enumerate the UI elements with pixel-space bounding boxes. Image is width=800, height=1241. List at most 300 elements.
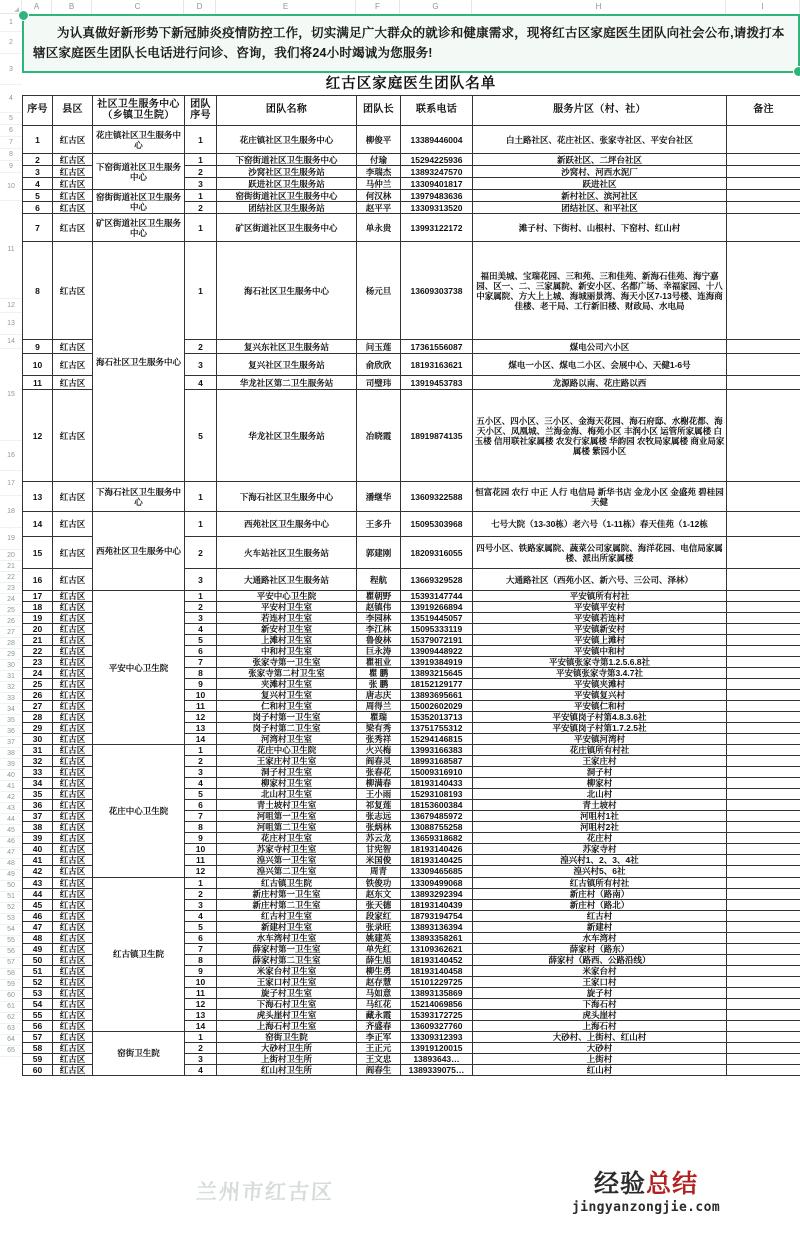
cell-序号[interactable]: 46 [23,910,53,921]
cell-服务片区[interactable]: 平安镇夹滩村 [473,679,727,690]
cell-序号[interactable]: 59 [23,1053,53,1064]
cell-县区[interactable]: 红古区 [53,512,93,537]
table-row[interactable] [23,512,800,537]
cell-备注[interactable] [727,1064,800,1075]
cell-联系电话[interactable]: 15095333119 [401,624,473,635]
cell-团队序号[interactable]: 3 [185,899,217,910]
cell-县区[interactable]: 红古区 [53,202,93,214]
cell-团队名称[interactable]: 虎头崖村卫生室 [217,1009,357,1020]
cell-序号[interactable]: 49 [23,943,53,954]
cell-团队序号[interactable]: 11 [185,987,217,998]
cell-联系电话[interactable]: 15352013713 [401,712,473,723]
row-header-15[interactable]: 15 [0,349,22,441]
cell-服务片区[interactable]: 平安镇复兴村 [473,690,727,701]
row-header-8[interactable]: 8 [0,149,22,161]
cell-团队序号[interactable]: 3 [185,613,217,624]
row-header-42[interactable]: 42 [0,792,22,803]
row-header-32[interactable]: 32 [0,682,22,693]
cell-团队序号[interactable]: 2 [185,1042,217,1053]
cell-县区[interactable]: 红古区 [53,921,93,932]
cell-备注[interactable] [727,657,800,668]
cell-备注[interactable] [727,833,800,844]
cell-备注[interactable] [727,1042,800,1053]
cell-团队名称[interactable]: 火车站社区卫生服务站 [217,537,357,569]
cell-团队名称[interactable]: 旋子村卫生室 [217,987,357,998]
cell-服务片区[interactable]: 平安镇张家寺第3.4.7社 [473,668,727,679]
cell-团队序号[interactable]: 3 [185,354,217,376]
cell-县区[interactable]: 红古区 [53,126,93,154]
row-header-55[interactable]: 55 [0,936,22,947]
cell-联系电话[interactable]: 13893247570 [401,166,473,178]
cell-序号[interactable]: 36 [23,800,53,811]
row-header-20[interactable]: 20 [0,550,22,561]
cell-县区[interactable]: 红古区 [53,987,93,998]
cell-团队长[interactable]: 苏云龙 [357,833,401,844]
cell-备注[interactable] [727,1020,800,1031]
cell-团队名称[interactable]: 岗子村第二卫生室 [217,723,357,734]
table-row[interactable] [23,745,800,756]
cell-团队长[interactable]: 周得兰 [357,701,401,712]
cell-服务片区[interactable]: 新庄村（路南） [473,888,727,899]
cell-团队名称[interactable]: 夹滩村卫生室 [217,679,357,690]
cell-团队序号[interactable]: 1 [185,190,217,202]
cell-团队名称[interactable]: 窑街街道社区卫生服务中心 [217,190,357,202]
cell-联系电话[interactable]: 15002602029 [401,701,473,712]
cell-服务片区[interactable]: 下海石村 [473,998,727,1009]
row-header-16[interactable]: 16 [0,441,22,471]
cell-序号[interactable]: 23 [23,657,53,668]
cell-团队序号[interactable]: 14 [185,734,217,745]
cell-服务片区[interactable]: 福田美城、宝瑞花园、三和苑、三和佳苑、新海石佳苑、海宁嘉园、区一、二、三家属院、新安小区、名都广场、幸福家园、十八中家属院、方大上上城、海城丽景湾、海天小区7-13号楼、连海商佳楼、老干局、工行新旧楼、财政局、水电局 [473,242,727,340]
cell-团队序号[interactable]: 1 [185,214,217,242]
cell-联系电话[interactable]: 13609327760 [401,1020,473,1031]
cell-县区[interactable]: 红古区 [53,844,93,855]
row-header-64[interactable]: 64 [0,1035,22,1046]
cell-备注[interactable] [727,624,800,635]
cell-团队序号[interactable]: 5 [185,390,217,482]
cell-序号[interactable]: 42 [23,866,53,877]
cell-备注[interactable] [727,340,800,354]
cell-团队名称[interactable]: 海石社区卫生服务中心 [217,242,357,340]
cell-团队长[interactable]: 司璧玮 [357,376,401,390]
cell-县区[interactable]: 红古区 [53,591,93,602]
cell-联系电话[interactable]: 13309313520 [401,202,473,214]
cell-县区[interactable]: 红古区 [53,811,93,822]
cell-县区[interactable]: 红古区 [53,166,93,178]
table-row[interactable] [23,154,800,166]
cell-团队长[interactable]: 甘宪智 [357,844,401,855]
cell-备注[interactable] [727,613,800,624]
row-header-13[interactable]: 13 [0,313,22,335]
selection-handle-bottom-right[interactable] [793,66,800,77]
cell-团队名称[interactable]: 矿区街道社区卫生服务中心 [217,214,357,242]
row-header-59[interactable]: 59 [0,980,22,991]
row-header-44[interactable]: 44 [0,814,22,825]
cell-团队名称[interactable]: 若连村卫生室 [217,613,357,624]
cell-团队名称[interactable]: 红山村卫生所 [217,1064,357,1075]
cell-团队长[interactable]: 阎春灵 [357,756,401,767]
cell-备注[interactable] [727,899,800,910]
cell-县区[interactable]: 红古区 [53,701,93,712]
cell-县区[interactable]: 红古区 [53,214,93,242]
cell-团队名称[interactable]: 复兴东社区卫生服务站 [217,340,357,354]
cell-团队长[interactable]: 瞿 鹏 [357,668,401,679]
cell-联系电话[interactable]: 13609322588 [401,482,473,512]
cell-服务片区[interactable]: 红古村 [473,910,727,921]
cell-团队名称[interactable]: 河咀第一卫生室 [217,811,357,822]
cell-团队长[interactable]: 王正元 [357,1042,401,1053]
cell-备注[interactable] [727,679,800,690]
cell-服务片区[interactable]: 平安镇所有村社 [473,591,727,602]
cell-团队序号[interactable]: 4 [185,778,217,789]
table-row[interactable] [23,190,800,202]
cell-县区[interactable]: 红古区 [53,242,93,340]
cell-服务片区[interactable]: 花庄镇所有村社 [473,745,727,756]
cell-备注[interactable] [727,888,800,899]
cell-联系电话[interactable]: 13993122172 [401,214,473,242]
table-row[interactable] [23,214,800,242]
cell-备注[interactable] [727,701,800,712]
table-row[interactable] [23,1031,800,1042]
cell-团队长[interactable]: 马仲兰 [357,178,401,190]
cell-团队长[interactable]: 齐盛春 [357,1020,401,1031]
cell-序号[interactable]: 38 [23,822,53,833]
column-header-g[interactable]: G [400,0,472,14]
cell-序号[interactable]: 24 [23,668,53,679]
row-header-12[interactable]: 12 [0,299,22,313]
cell-团队序号[interactable]: 3 [185,178,217,190]
cell-团队序号[interactable]: 4 [185,376,217,390]
cell-备注[interactable] [727,987,800,998]
cell-县区[interactable]: 红古区 [53,998,93,1009]
cell-卫生服务中心[interactable]: 矿区街道社区卫生服务中心 [93,214,185,242]
cell-团队序号[interactable]: 1 [185,482,217,512]
cell-团队长[interactable]: 鲁俊林 [357,635,401,646]
cell-备注[interactable] [727,635,800,646]
cell-县区[interactable]: 红古区 [53,482,93,512]
cell-服务片区[interactable]: 平安镇上滩村 [473,635,727,646]
cell-县区[interactable]: 红古区 [53,855,93,866]
cell-团队名称[interactable]: 华龙社区卫生服务站 [217,390,357,482]
cell-服务片区[interactable]: 薛家村（路东） [473,943,727,954]
cell-卫生服务中心[interactable]: 花庄中心卫生院 [93,745,185,877]
cell-服务片区[interactable]: 洞子村 [473,767,727,778]
cell-序号[interactable]: 8 [23,242,53,340]
table-row[interactable] [23,591,800,602]
cell-团队序号[interactable]: 1 [185,591,217,602]
cell-序号[interactable]: 54 [23,998,53,1009]
cell-联系电话[interactable]: 18193140458 [401,965,473,976]
cell-服务片区[interactable]: 新跃社区、二坪台社区 [473,154,727,166]
cell-服务片区[interactable]: 新庄村（路北） [473,899,727,910]
cell-县区[interactable]: 红古区 [53,800,93,811]
row-header-40[interactable]: 40 [0,770,22,781]
cell-团队序号[interactable]: 3 [185,1053,217,1064]
cell-县区[interactable]: 红古区 [53,690,93,701]
cell-序号[interactable]: 41 [23,855,53,866]
cell-团队序号[interactable]: 6 [185,932,217,943]
cell-联系电话[interactable]: 18153600384 [401,800,473,811]
cell-备注[interactable] [727,745,800,756]
cell-序号[interactable]: 21 [23,635,53,646]
cell-团队长[interactable]: 张天德 [357,899,401,910]
row-header-11[interactable]: 11 [0,201,22,299]
cell-团队长[interactable]: 问玉莲 [357,340,401,354]
cell-服务片区[interactable]: 平安镇新安村 [473,624,727,635]
cell-县区[interactable]: 红古区 [53,822,93,833]
cell-县区[interactable]: 红古区 [53,789,93,800]
cell-团队序号[interactable]: 4 [185,910,217,921]
cell-团队长[interactable]: 柳俊平 [357,126,401,154]
cell-联系电话[interactable]: 13893292394 [401,888,473,899]
cell-团队名称[interactable]: 红古村卫生室 [217,910,357,921]
cell-团队序号[interactable]: 4 [185,624,217,635]
cell-备注[interactable] [727,390,800,482]
cell-县区[interactable]: 红古区 [53,376,93,390]
cell-团队名称[interactable]: 复兴社区卫生服务站 [217,354,357,376]
cell-服务片区[interactable]: 米家台村 [473,965,727,976]
cell-团队序号[interactable]: 10 [185,976,217,987]
row-header-19[interactable]: 19 [0,528,22,550]
cell-团队长[interactable]: 火兴梅 [357,745,401,756]
cell-备注[interactable] [727,976,800,987]
cell-备注[interactable] [727,602,800,613]
cell-联系电话[interactable]: 15294146815 [401,734,473,745]
cell-服务片区[interactable]: 平安镇平安村 [473,602,727,613]
cell-服务片区[interactable]: 王家庄村 [473,756,727,767]
row-header-60[interactable]: 60 [0,991,22,1002]
cell-序号[interactable]: 39 [23,833,53,844]
cell-联系电话[interactable]: 13309499068 [401,877,473,888]
cell-备注[interactable] [727,723,800,734]
cell-序号[interactable]: 32 [23,756,53,767]
cell-县区[interactable]: 红古区 [53,668,93,679]
cell-县区[interactable]: 红古区 [53,734,93,745]
cell-团队名称[interactable]: 柳家村卫生室 [217,778,357,789]
cell-团队长[interactable]: 米国俊 [357,855,401,866]
row-header-49[interactable]: 49 [0,870,22,881]
cell-序号[interactable]: 4 [23,178,53,190]
cell-备注[interactable] [727,844,800,855]
cell-团队长[interactable]: 付瑜 [357,154,401,166]
cell-序号[interactable]: 60 [23,1064,53,1075]
cell-团队名称[interactable]: 水车湾村卫生室 [217,932,357,943]
cell-联系电话[interactable]: 13893643… [401,1053,473,1064]
cell-团队序号[interactable]: 5 [185,921,217,932]
cell-联系电话[interactable]: 13609303738 [401,242,473,340]
cell-团队长[interactable]: 赵镇伟 [357,602,401,613]
row-header-56[interactable]: 56 [0,947,22,958]
cell-团队序号[interactable]: 11 [185,701,217,712]
cell-序号[interactable]: 30 [23,734,53,745]
cell-联系电话[interactable]: 18193140433 [401,778,473,789]
cell-县区[interactable]: 红古区 [53,756,93,767]
cell-县区[interactable]: 红古区 [53,1031,93,1042]
cell-服务片区[interactable]: 红山村 [473,1064,727,1075]
cell-团队名称[interactable]: 新安村卫生室 [217,624,357,635]
cell-备注[interactable] [727,998,800,1009]
cell-联系电话[interactable]: 13389446004 [401,126,473,154]
cell-团队长[interactable]: 张志远 [357,811,401,822]
cell-卫生服务中心[interactable]: 海石社区卫生服务中心 [93,242,185,482]
cell-备注[interactable] [727,965,800,976]
cell-联系电话[interactable]: 13893135869 [401,987,473,998]
cell-团队长[interactable]: 祁复莲 [357,800,401,811]
cell-团队序号[interactable]: 2 [185,340,217,354]
cell-县区[interactable]: 红古区 [53,712,93,723]
cell-服务片区[interactable]: 河咀村1社 [473,811,727,822]
cell-县区[interactable]: 红古区 [53,613,93,624]
row-header-31[interactable]: 31 [0,671,22,682]
cell-团队名称[interactable]: 王家口村卫生室 [217,976,357,987]
cell-团队序号[interactable]: 1 [185,877,217,888]
row-header-34[interactable]: 34 [0,704,22,715]
cell-联系电话[interactable]: 18193140452 [401,954,473,965]
cell-团队名称[interactable]: 张家寺第二村卫生室 [217,668,357,679]
cell-团队名称[interactable]: 上街村卫生所 [217,1053,357,1064]
cell-序号[interactable]: 5 [23,190,53,202]
cell-团队名称[interactable]: 仁和村卫生室 [217,701,357,712]
cell-序号[interactable]: 15 [23,537,53,569]
cell-团队序号[interactable]: 7 [185,943,217,954]
cell-团队长[interactable]: 潘继华 [357,482,401,512]
cell-县区[interactable]: 红古区 [53,943,93,954]
cell-序号[interactable]: 19 [23,613,53,624]
cell-序号[interactable]: 50 [23,954,53,965]
cell-卫生服务中心[interactable]: 花庄镇社区卫生服务中心 [93,126,185,154]
cell-团队长[interactable]: 单先红 [357,943,401,954]
cell-团队长[interactable]: 王多升 [357,512,401,537]
cell-团队序号[interactable]: 13 [185,723,217,734]
cell-团队名称[interactable]: 大通路社区卫生服务站 [217,569,357,591]
cell-联系电话[interactable]: 13659318682 [401,833,473,844]
row-header-5[interactable]: 5 [0,113,22,125]
cell-团队序号[interactable]: 2 [185,888,217,899]
cell-备注[interactable] [727,1031,800,1042]
cell-团队长[interactable]: 段家红 [357,910,401,921]
cell-团队序号[interactable]: 1 [185,126,217,154]
row-header-62[interactable]: 62 [0,1013,22,1024]
cell-服务片区[interactable]: 七号大院（13-30栋）老六号（1-11栋）春天佳苑（1-12栋 [473,512,727,537]
column-header-f[interactable]: F [356,0,400,14]
cell-县区[interactable]: 红古区 [53,833,93,844]
table-row[interactable] [23,242,800,340]
cell-联系电话[interactable]: 13309312393 [401,1031,473,1042]
cell-团队序号[interactable]: 6 [185,646,217,657]
cell-联系电话[interactable]: 18209316055 [401,537,473,569]
cell-备注[interactable] [727,712,800,723]
cell-团队名称[interactable]: 下海石社区卫生服务中心 [217,482,357,512]
cell-团队长[interactable]: 李江林 [357,624,401,635]
cell-县区[interactable]: 红古区 [53,932,93,943]
cell-县区[interactable]: 红古区 [53,178,93,190]
cell-序号[interactable]: 55 [23,1009,53,1020]
cell-团队名称[interactable]: 青土坡村卫生室 [217,800,357,811]
cell-服务片区[interactable]: 大砂村 [473,1042,727,1053]
row-header-41[interactable]: 41 [0,781,22,792]
cell-县区[interactable]: 红古区 [53,954,93,965]
cell-团队长[interactable]: 赵平平 [357,202,401,214]
cell-服务片区[interactable]: 平安镇中和村 [473,646,727,657]
cell-服务片区[interactable]: 上街村 [473,1053,727,1064]
cell-县区[interactable]: 红古区 [53,1020,93,1031]
cell-服务片区[interactable]: 新村社区、滨河社区 [473,190,727,202]
selection-handle-top-left[interactable] [18,10,29,21]
cell-服务片区[interactable]: 新建村 [473,921,727,932]
cell-服务片区[interactable]: 平安镇若连村 [473,613,727,624]
cell-县区[interactable]: 红古区 [53,569,93,591]
cell-联系电话[interactable]: 13893215645 [401,668,473,679]
column-header-e[interactable]: E [216,0,356,14]
cell-序号[interactable]: 18 [23,602,53,613]
row-header-65[interactable]: 65 [0,1046,22,1057]
cell-团队名称[interactable]: 平安中心卫生院 [217,591,357,602]
row-header-48[interactable]: 48 [0,859,22,870]
cell-团队长[interactable]: 梁有秀 [357,723,401,734]
cell-团队名称[interactable]: 中和村卫生室 [217,646,357,657]
cell-团队序号[interactable]: 8 [185,668,217,679]
cell-序号[interactable]: 1 [23,126,53,154]
column-header-a[interactable]: A [22,0,52,14]
cell-序号[interactable]: 31 [23,745,53,756]
cell-服务片区[interactable]: 煤电公司六小区 [473,340,727,354]
cell-团队序号[interactable]: 4 [185,1064,217,1075]
cell-团队长[interactable]: 单永贵 [357,214,401,242]
cell-序号[interactable]: 16 [23,569,53,591]
cell-团队序号[interactable]: 3 [185,767,217,778]
cell-联系电话[interactable]: 15293108193 [401,789,473,800]
cell-联系电话[interactable]: 13909448922 [401,646,473,657]
cell-服务片区[interactable]: 平安镇河湾村 [473,734,727,745]
cell-团队长[interactable]: 李瑞杰 [357,166,401,178]
cell-序号[interactable]: 2 [23,154,53,166]
cell-联系电话[interactable]: 15393147744 [401,591,473,602]
cell-序号[interactable]: 20 [23,624,53,635]
cell-序号[interactable]: 35 [23,789,53,800]
cell-联系电话[interactable]: 17361556087 [401,340,473,354]
cell-团队名称[interactable]: 苏家寺村卫生室 [217,844,357,855]
cell-县区[interactable]: 红古区 [53,340,93,354]
cell-团队序号[interactable]: 12 [185,866,217,877]
cell-团队名称[interactable]: 上滩村卫生室 [217,635,357,646]
cell-县区[interactable]: 红古区 [53,602,93,613]
row-header-43[interactable]: 43 [0,803,22,814]
cell-服务片区[interactable]: 旋子村 [473,987,727,998]
cell-团队名称[interactable]: 岗子村第一卫生室 [217,712,357,723]
cell-卫生服务中心[interactable]: 下窑街道社区卫生服务中心 [93,154,185,190]
cell-序号[interactable]: 29 [23,723,53,734]
cell-服务片区[interactable]: 柳家村 [473,778,727,789]
cell-县区[interactable]: 红古区 [53,1042,93,1053]
row-header-46[interactable]: 46 [0,837,22,848]
cell-服务片区[interactable]: 青土坡村 [473,800,727,811]
cell-县区[interactable]: 红古区 [53,767,93,778]
cell-服务片区[interactable]: 红古镇所有村社 [473,877,727,888]
cell-团队长[interactable]: 瞿瑞 [357,712,401,723]
cell-联系电话[interactable]: 15009316910 [401,767,473,778]
cell-卫生服务中心[interactable]: 窑街街道社区卫生服务中心 [93,190,185,214]
cell-备注[interactable] [727,482,800,512]
column-header-d[interactable]: D [184,0,216,14]
cell-联系电话[interactable]: 18993168587 [401,756,473,767]
cell-服务片区[interactable]: 苏家寺村 [473,844,727,855]
cell-团队长[interactable]: 王小雨 [357,789,401,800]
cell-备注[interactable] [727,877,800,888]
cell-服务片区[interactable]: 水车湾村 [473,932,727,943]
row-header-28[interactable]: 28 [0,638,22,649]
cell-备注[interactable] [727,910,800,921]
cell-团队序号[interactable]: 10 [185,844,217,855]
